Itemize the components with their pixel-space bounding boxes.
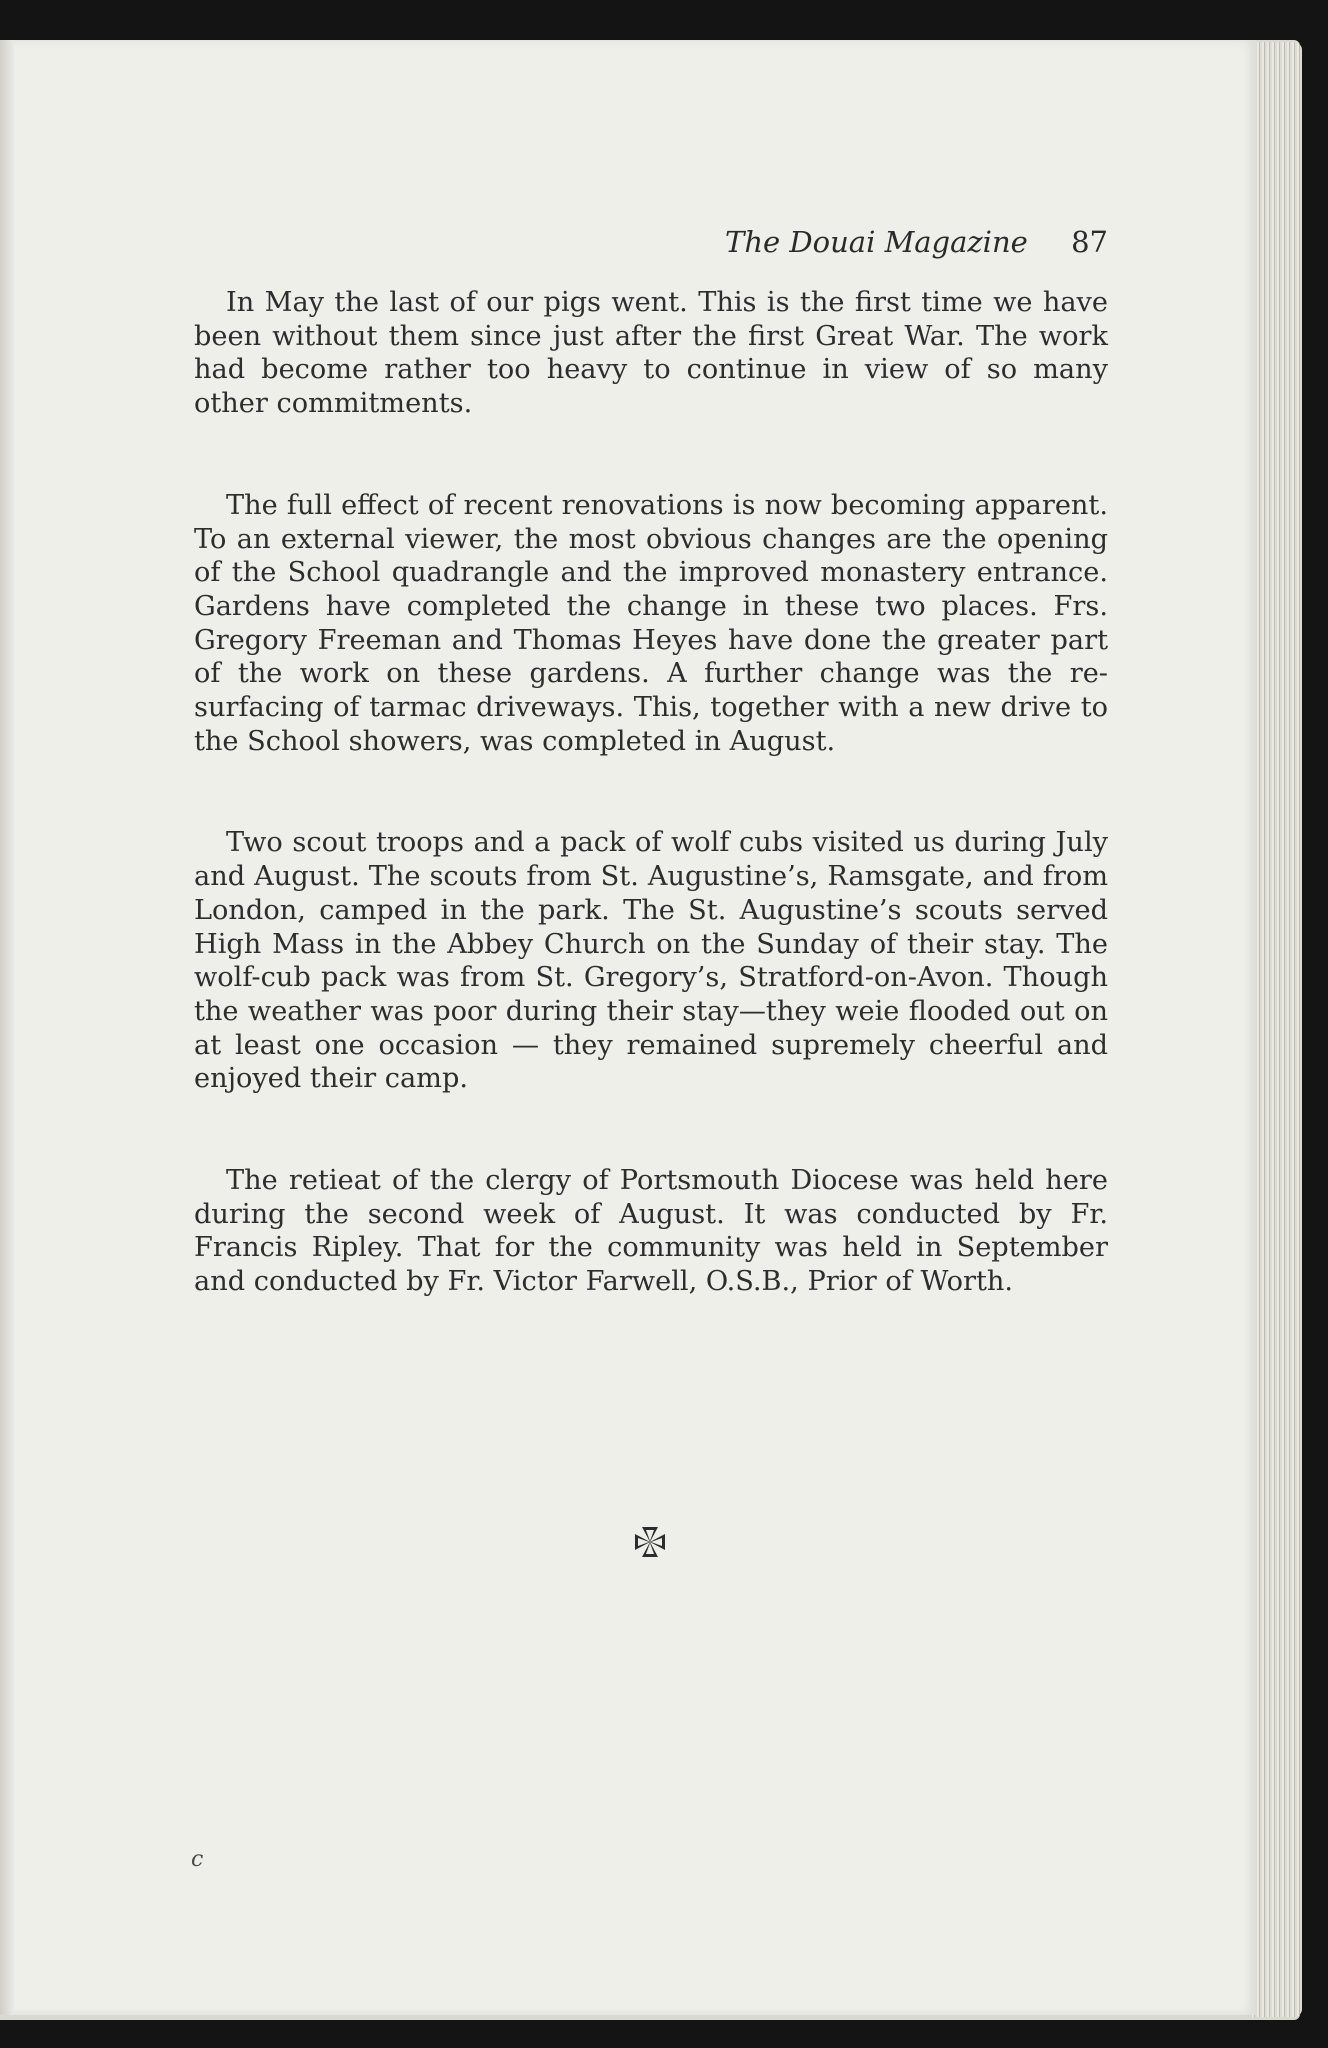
page-edges [1252,42,1302,2017]
page-number: 87 [1071,225,1108,259]
paragraph-renovations: The full effect of recent renovations is now becoming apparent. To an external viewer, the most obvious changes are the opening of the School quadrangle and the improved monastery entrance. Gardens have completed the change in these two places. Frs. Gregory Freeman and Thomas Heyes have done the greater part of the work on these gardens. A further change was the re-surfacing of tarmac driveways. This, together with a new drive to the School showers, was completed in August. [194,489,1108,757]
book-binding-gutter [0,40,14,2015]
publication-title: The Douai Magazine [725,225,1028,259]
cross-patty-icon [632,1524,668,1560]
signature-mark: c [191,1847,204,1872]
article-body [194,286,1108,1367]
paragraph-pigs: In May the last of our pigs went. This is the first time we have been without them since just after the first Great War. The work had become rather too heavy to continue in view of so many other commitments. [194,287,1108,420]
paragraph-retreats: The retieat of the clergy of Portsmouth Diocese was held here during the second week of August. It was conducted by Fr. Francis Ripley. That for the community was held in September and conducted by Fr. Victor Farwell, O.S.B., Prior of Worth. [194,1165,1108,1298]
running-header [680,220,1110,264]
paragraph-scout-visit: Two scout troops and a pack of wolf cubs visited us during July and August. The scouts from St. Augustine’s, Ramsgate, and from London, camped in the park. The St. Augustine’s scouts served High Mass in the Abbey Church on the Sunday of their stay. The wolf-cub pack was from St. Gregory’s, Stratford-on-Avon. Though the weather was poor during their stay—they weie flooded out on at least one occasion — they remained supremely cheerful and enjoyed their camp. [194,827,1108,1095]
